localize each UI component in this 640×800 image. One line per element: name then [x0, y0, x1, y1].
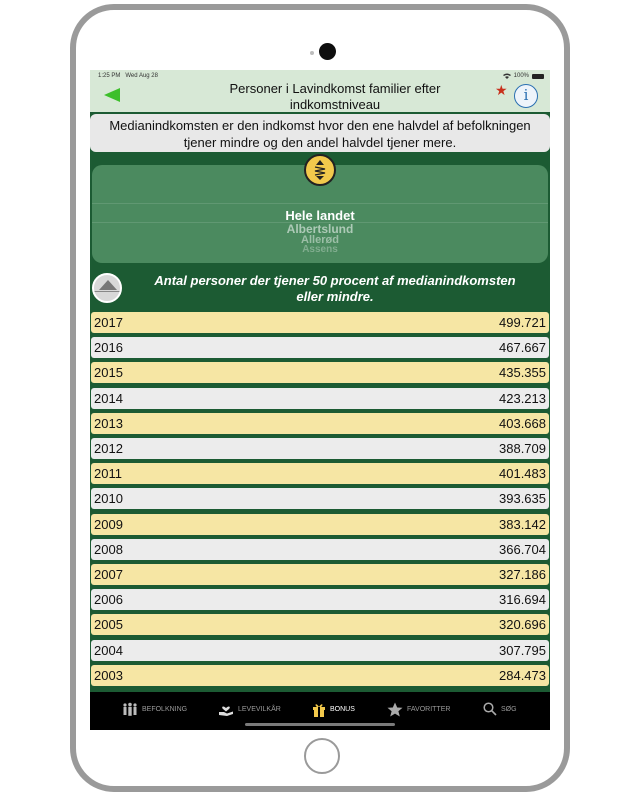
front-camera — [319, 43, 336, 60]
status-indicators — [503, 73, 544, 79]
row-year: 2008 — [94, 541, 123, 557]
row-year: 2011 — [94, 466, 122, 482]
row-value: 307.795 — [499, 642, 546, 658]
description-line-2: tjener mindre og den andel halvdel tjener mere. — [183, 135, 457, 150]
hand-heart-icon — [218, 702, 234, 716]
navigation-header — [90, 70, 550, 112]
tab-sog[interactable] — [483, 698, 517, 720]
status-date: Wed Aug 28 — [125, 73, 158, 79]
wifi-icon — [503, 73, 511, 79]
picker-option-selected[interactable]: Hele landet — [285, 208, 355, 223]
battery-icon — [532, 74, 544, 79]
table-row[interactable] — [91, 312, 549, 333]
arrow-up-icon — [99, 280, 117, 290]
status-clock — [98, 73, 158, 79]
tab-befolkning[interactable] — [122, 698, 187, 720]
table-subtitle-line-2: eller mindre. — [296, 289, 374, 304]
row-value: 393.635 — [499, 491, 546, 507]
picker-option[interactable]: Assens — [302, 244, 338, 255]
home-button[interactable] — [304, 738, 340, 774]
tab-favoritter[interactable] — [387, 698, 450, 720]
row-value: 467.667 — [499, 340, 546, 356]
table-row[interactable] — [91, 488, 549, 509]
description-line-1: Medianindkomsten er den indkomst hvor den ene halvdel af befolkningen — [109, 118, 531, 133]
tab-label: BEFOLKNING — [142, 705, 188, 713]
row-year: 2010 — [94, 491, 123, 507]
battery-percent: 100% — [513, 73, 529, 79]
status-time: 1:25 PM — [98, 73, 121, 79]
people-icon — [122, 702, 138, 716]
row-value: 423.213 — [499, 390, 546, 406]
row-value: 435.355 — [499, 365, 546, 381]
tab-bar — [90, 692, 550, 730]
row-value: 316.694 — [499, 592, 546, 608]
table-row[interactable] — [91, 640, 549, 661]
row-value: 320.696 — [499, 617, 546, 633]
row-value: 388.709 — [499, 441, 546, 456]
back-arrow-icon[interactable] — [104, 88, 120, 102]
row-year: 2005 — [94, 617, 123, 633]
tab-label: FAVORITTER — [407, 705, 451, 713]
row-value: 284.473 — [499, 667, 546, 683]
gift-icon — [312, 702, 326, 717]
description-box — [90, 114, 550, 152]
page-title-line-1: Personer i Lavindkomst familier efter — [229, 81, 441, 96]
table-row[interactable] — [91, 665, 549, 686]
row-year: 2006 — [94, 592, 123, 608]
table-row[interactable] — [91, 388, 549, 409]
row-year: 2015 — [94, 365, 123, 381]
page-title-line-2: indkomstniveau — [289, 97, 381, 112]
row-year: 2013 — [94, 415, 123, 431]
picker-divider — [92, 203, 548, 204]
row-value: 366.704 — [499, 541, 546, 557]
picker-toggle-icon[interactable] — [304, 154, 336, 186]
table-row[interactable] — [91, 438, 549, 459]
tab-levevilkar[interactable] — [218, 698, 281, 720]
page-title — [190, 81, 480, 113]
row-value: 327.186 — [499, 567, 546, 582]
tab-label: LEVEVILKÅR — [238, 705, 281, 713]
picker-option[interactable]: Albertslund — [286, 222, 354, 236]
table-row[interactable] — [91, 614, 549, 635]
table-row[interactable] — [91, 589, 549, 610]
table-row[interactable] — [91, 337, 549, 358]
row-year: 2014 — [94, 390, 123, 406]
app-screen — [90, 70, 550, 730]
tab-bonus[interactable] — [312, 698, 355, 720]
table-row[interactable] — [91, 362, 549, 383]
table-subtitle — [130, 273, 540, 305]
star-icon — [387, 702, 403, 717]
tab-label: SØG — [501, 705, 517, 713]
scroll-up-divider — [94, 291, 120, 292]
table-row[interactable] — [91, 539, 549, 560]
table-row[interactable] — [91, 564, 549, 585]
row-year: 2012 — [94, 441, 123, 456]
row-value: 499.721 — [499, 315, 546, 330]
zigzag-icon — [309, 159, 331, 181]
row-year: 2007 — [94, 567, 123, 582]
row-year: 2009 — [94, 516, 123, 532]
microphone-dot — [310, 51, 314, 55]
table-subtitle-line-1: Antal personer der tjener 50 procent af medianindkomsten — [154, 273, 516, 288]
row-value: 401.483 — [499, 466, 546, 482]
row-year: 2016 — [94, 340, 123, 356]
row-year: 2004 — [94, 642, 123, 658]
table-row[interactable] — [91, 413, 549, 434]
favorite-star-icon[interactable]: ★ — [495, 82, 508, 98]
picker-option[interactable]: Allerød — [301, 234, 339, 246]
row-year: 2017 — [94, 315, 123, 330]
tab-label: BONUS — [330, 705, 355, 713]
search-icon — [483, 702, 497, 716]
table-row[interactable] — [91, 514, 549, 535]
table-row[interactable] — [91, 463, 549, 484]
home-indicator[interactable] — [245, 723, 395, 726]
row-value: 383.142 — [499, 516, 546, 532]
scroll-up-button[interactable] — [92, 273, 122, 303]
row-year: 2003 — [94, 667, 123, 683]
row-value: 403.668 — [499, 415, 546, 431]
info-icon[interactable]: i — [514, 84, 538, 108]
